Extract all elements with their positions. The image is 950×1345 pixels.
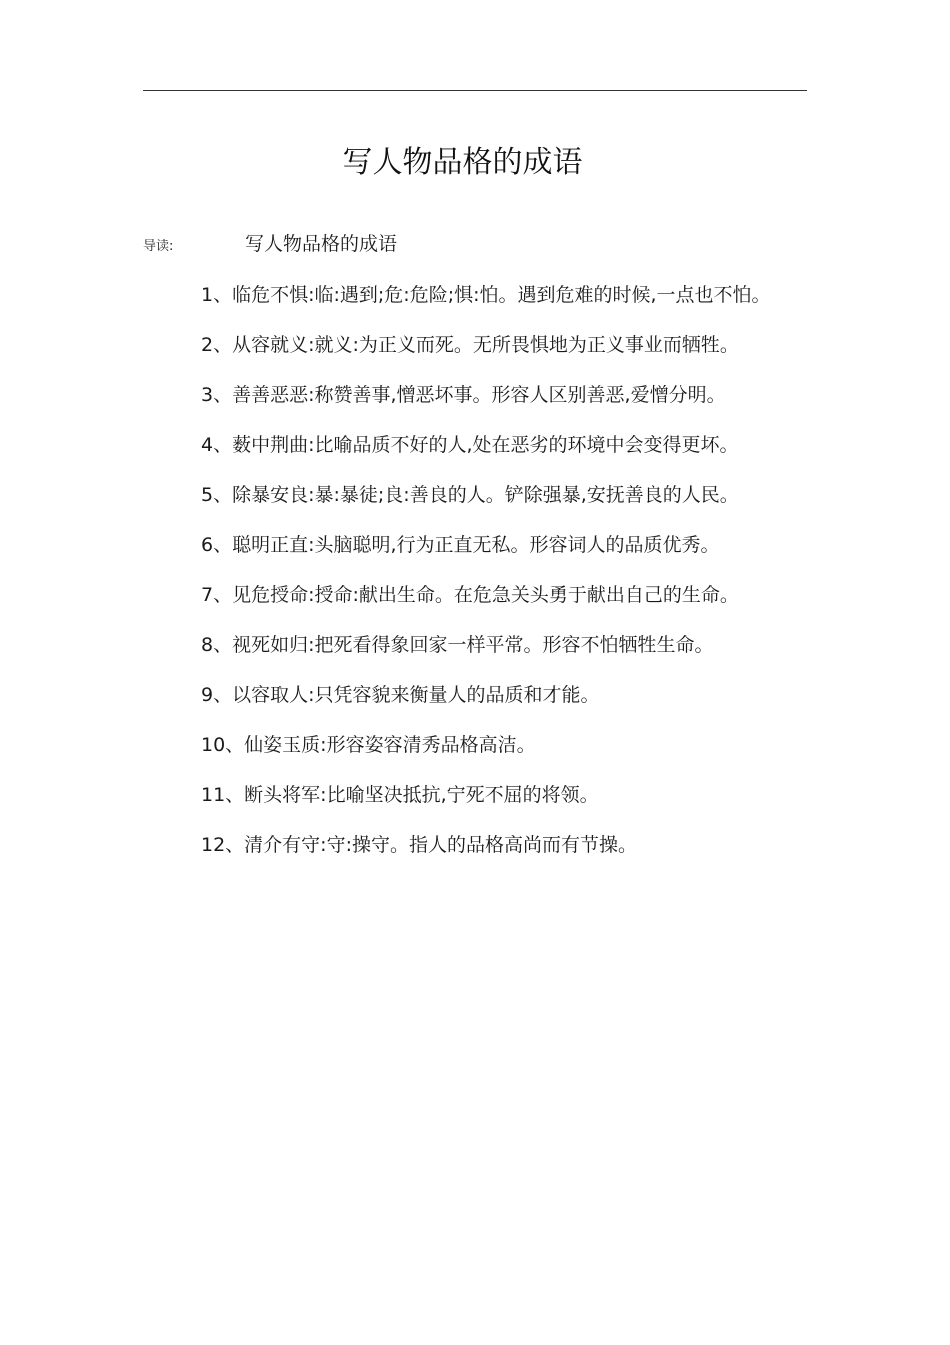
- idiom-entry: 1、临危不惧:临:遇到;危:危险;惧:怕。遇到危难的时候,一点也不怕。: [201, 284, 771, 306]
- intro-text: 写人物品格的成语: [245, 233, 398, 255]
- idiom-entry: 6、聪明正直:头脑聪明,行为正直无私。形容词人的品质优秀。: [201, 534, 720, 556]
- idiom-entry: 11、断头将军:比喻坚决抵抗,宁死不屈的将领。: [201, 784, 599, 806]
- idiom-entry: 9、以容取人:只凭容貌来衡量人的品质和才能。: [201, 684, 600, 706]
- intro-line: [143, 230, 397, 258]
- idiom-entry: 8、视死如归:把死看得象回家一样平常。形容不怕牺牲生命。: [201, 634, 714, 656]
- idiom-entry: 4、薮中荆曲:比喻品质不好的人,处在恶劣的环境中会变得更坏。: [201, 434, 739, 456]
- header-rule: [143, 90, 807, 91]
- idiom-entry: 10、仙姿玉质:形容姿容清秀品格高洁。: [201, 734, 536, 756]
- idiom-entry: 3、善善恶恶:称赞善事,憎恶坏事。形容人区别善恶,爱憎分明。: [201, 384, 726, 406]
- idiom-entry: 5、除暴安良:暴:暴徒;良:善良的人。铲除强暴,安抚善良的人民。: [201, 484, 739, 506]
- idiom-entry: 12、清介有守:守:操守。指人的品格高尚而有节操。: [201, 834, 637, 856]
- idiom-entry: 2、从容就义:就义:为正义而死。无所畏惧地为正义事业而牺牲。: [201, 334, 739, 356]
- idiom-entry: 7、见危授命:授命:献出生命。在危急关头勇于献出自己的生命。: [201, 584, 739, 606]
- intro-label: 导读:: [143, 239, 174, 254]
- idiom-list: [143, 270, 803, 870]
- page-title: 写人物品格的成语: [342, 145, 583, 180]
